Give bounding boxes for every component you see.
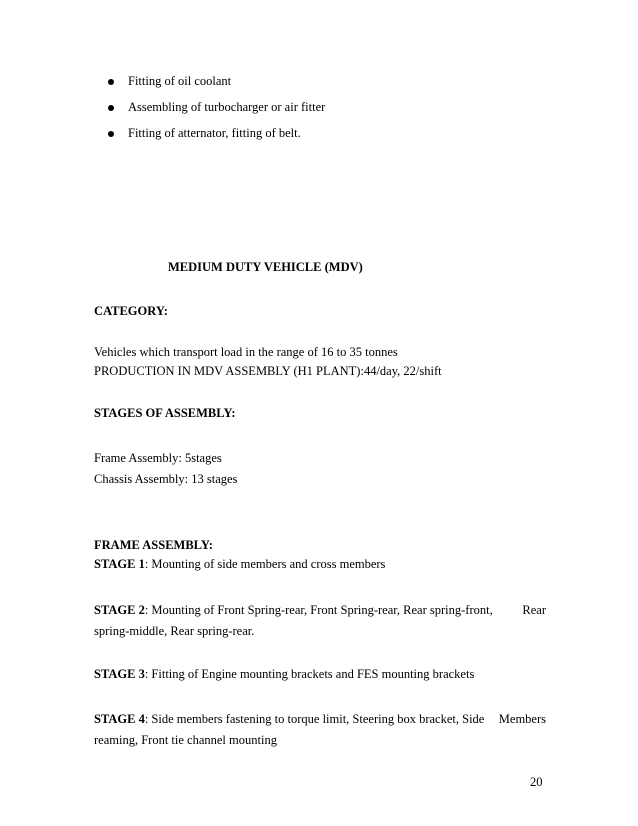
category-line-1: Vehicles which transport load in the range of 16 to 35 tonnes bbox=[94, 345, 398, 359]
page-number: 20 bbox=[530, 775, 543, 789]
stage-4-text-end: Members bbox=[498, 712, 546, 726]
stage-2-text-end: Rear bbox=[522, 603, 546, 617]
stage-4-text: : Side members fastening to torque limit, Steering box bracket, Side bbox=[144, 712, 485, 726]
frame-stages-text: Frame Assembly: 5stages bbox=[94, 451, 222, 465]
stage-1-text: : Mounting of side members and cross members bbox=[144, 557, 386, 571]
stage-1-label: STAGE 1 bbox=[94, 557, 145, 571]
stage-3-text: : Fitting of Engine mounting brackets and FES mounting brackets bbox=[144, 667, 475, 681]
stage-2-text: : Mounting of Front Spring-rear, Front Spring-rear, Rear spring-front, bbox=[144, 603, 493, 617]
bullet-text: Assembling of turbocharger or air fitter bbox=[128, 100, 326, 114]
chassis-stages-text: Chassis Assembly: 13 stages bbox=[94, 472, 238, 486]
bullet-icon bbox=[108, 79, 114, 85]
category-line-2: PRODUCTION IN MDV ASSEMBLY (H1 PLANT):44/day, 22/shift bbox=[94, 364, 442, 378]
stage-4-label: STAGE 4 bbox=[94, 712, 145, 726]
stage-2-label: STAGE 2 bbox=[94, 603, 145, 617]
frame-assembly-title: FRAME ASSEMBLY: bbox=[94, 538, 213, 552]
list-item bbox=[108, 126, 588, 152]
stage-4-line-1 bbox=[94, 712, 546, 727]
stage-1-paragraph bbox=[94, 557, 385, 572]
bullet-text: Fitting of atternator, fitting of belt. bbox=[128, 126, 301, 140]
bullet-icon bbox=[108, 131, 114, 137]
stage-2-line-1 bbox=[94, 603, 546, 618]
stages-title: STAGES OF ASSEMBLY: bbox=[94, 406, 236, 420]
list-item bbox=[108, 74, 588, 100]
bullet-icon bbox=[108, 105, 114, 111]
bullet-list bbox=[108, 74, 588, 152]
category-title: CATEGORY: bbox=[94, 304, 168, 318]
stage-3-label: STAGE 3 bbox=[94, 667, 145, 681]
section-heading: MEDIUM DUTY VEHICLE (MDV) bbox=[168, 260, 363, 274]
bullet-text: Fitting of oil coolant bbox=[128, 74, 232, 88]
stage-2-line-2: spring-middle, Rear spring-rear. bbox=[94, 624, 255, 638]
stage-3-paragraph bbox=[94, 667, 474, 682]
stage-4-line-2: reaming, Front tie channel mounting bbox=[94, 733, 277, 747]
list-item bbox=[108, 100, 588, 126]
